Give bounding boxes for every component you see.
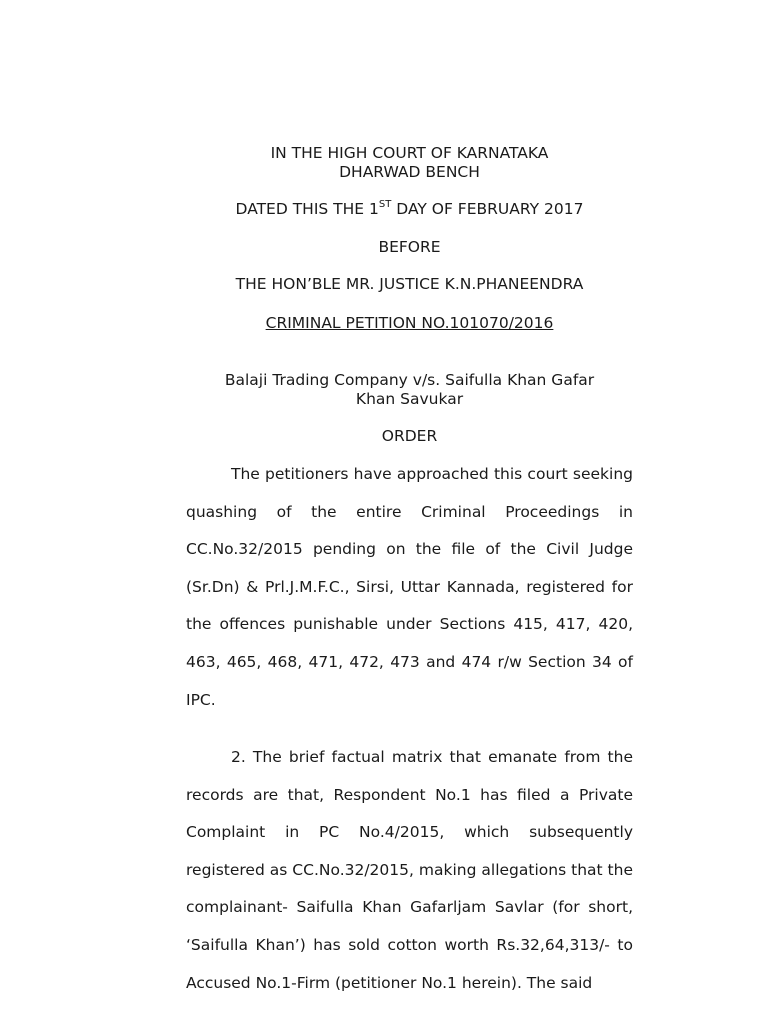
petition-number: CRIMINAL PETITION NO.101070/2016: [265, 314, 554, 332]
parties-line-2: Khan Savukar: [355, 390, 464, 408]
dated-ordinal: ST: [378, 198, 392, 210]
order-heading: ORDER: [381, 427, 438, 445]
justice-name: THE HON’BLE MR. JUSTICE K.N.PHANEENDRA: [235, 275, 584, 293]
dated-prefix: DATED THIS THE 1: [235, 200, 379, 218]
paragraph-1: The petitioners have approached this court seeking quashing of the entire Criminal Proceedings in CC.No.32/2015 pending on the file of the Civil Judge (Sr.Dn) & Prl.J.M.F.C., Sirsi, Uttar Kannada, registered for the offences punishable under Sections 415, 417, 420, 463, 465, 468, 471, 472, 473 and 474 r/w Section 34 of IPC.: [186, 465, 633, 709]
dated-suffix: DAY OF FEBRUARY 2017: [391, 200, 584, 218]
bench-name: DHARWAD BENCH: [339, 163, 480, 181]
dated-line: [186, 200, 633, 219]
court-heading: [186, 144, 633, 182]
case-parties: [186, 371, 633, 409]
court-name: IN THE HIGH COURT OF KARNATAKA: [270, 144, 549, 162]
paragraph-2: 2. The brief factual matrix that emanate from the records are that, Respondent No.1 has filed a Private Complaint in PC No.4/2015, which subsequently registered as CC.No.32/2015, making allegations that the complainant- Saifulla Khan Gafarljam Savlar (for short, ‘Saifulla Khan’) has sold cotton worth Rs.32,64,313/- to Accused No.1-Firm (petitioner No.1 herein). The said: [186, 748, 633, 992]
order-body-section-1: [186, 456, 633, 719]
parties-line-1: Balaji Trading Company v/s. Saifulla Khan Gafar: [224, 371, 595, 389]
order-body-section-2: [186, 739, 633, 1002]
before-label: BEFORE: [378, 238, 441, 256]
